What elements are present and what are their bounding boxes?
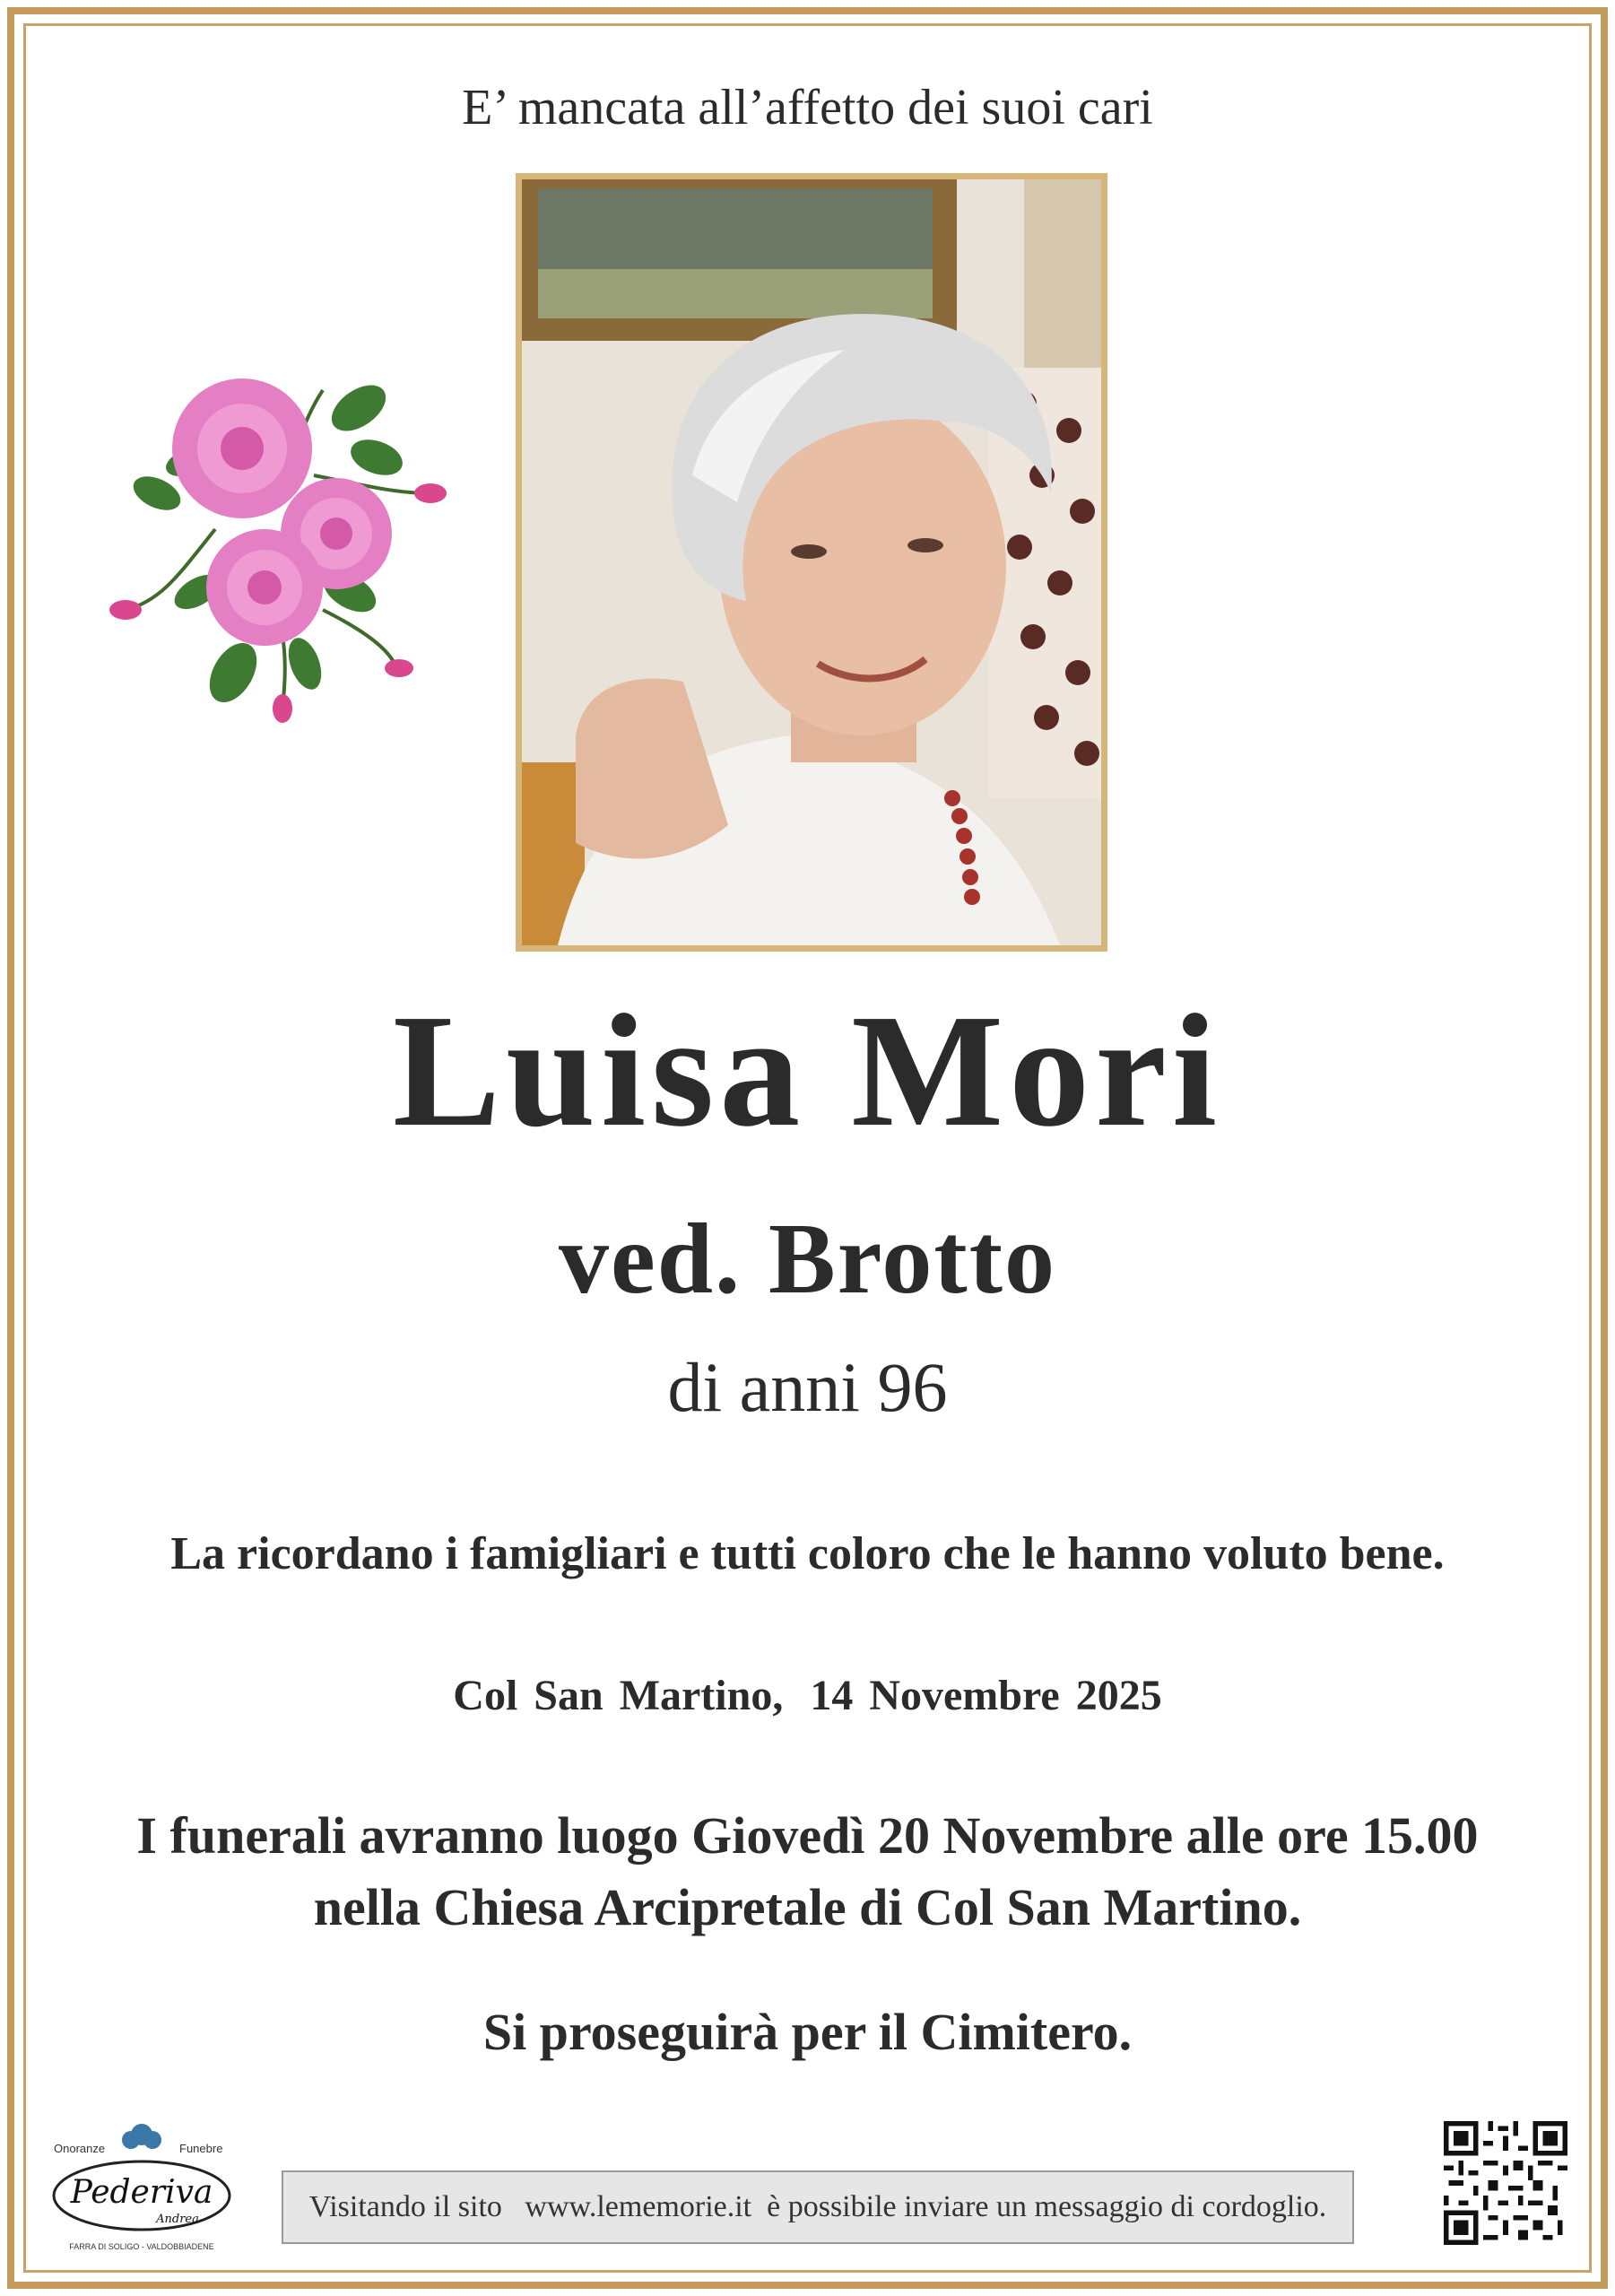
funeral-line-2: nella Chiesa Arcipretale di Col San Martino. (313, 1878, 1302, 1937)
funeral-line-1: I funerali avranno luogo Giovedì 20 Novembre alle ore 15.00 (136, 1806, 1479, 1865)
condolence-notice: Visitando il sito www.lememorie.it è possibile inviare un messaggio di cordoglio. (282, 2170, 1354, 2244)
logo-location: FARRA DI SOLIGO - VALDOBBIADENE (69, 2242, 214, 2251)
rose-bouquet-icon (90, 368, 466, 726)
place-date (0, 1671, 1615, 1720)
place-text: Col San Martino, (453, 1672, 784, 1719)
logo-top-left: Onoranze (54, 2142, 106, 2155)
portrait-image (522, 179, 1101, 945)
deceased-name: Luisa Mori (392, 981, 1223, 1160)
widow-of: ved. Brotto (559, 1204, 1056, 1315)
logo-top-right: Funebre (179, 2142, 223, 2155)
date-text: 14 Novembre 2025 (810, 1672, 1162, 1719)
age-text: di anni 96 (667, 1348, 948, 1426)
qr-code-icon[interactable] (1444, 2121, 1567, 2245)
intro-text: E’ mancata all’affetto dei suoi cari (462, 80, 1153, 135)
logo-sub: Andrea (156, 2213, 199, 2226)
remembrance-text: La ricordano i famigliari e tutti coloro che le hanno voluto bene. (170, 1528, 1445, 1579)
logo-brand: Pederiva (70, 2174, 213, 2211)
funeral-info (0, 1800, 1615, 1944)
portrait-photo (516, 173, 1107, 952)
cemetery-text: Si proseguirà per il Cimitero. (482, 2003, 1133, 2061)
funeral-home-logo (43, 2115, 237, 2258)
